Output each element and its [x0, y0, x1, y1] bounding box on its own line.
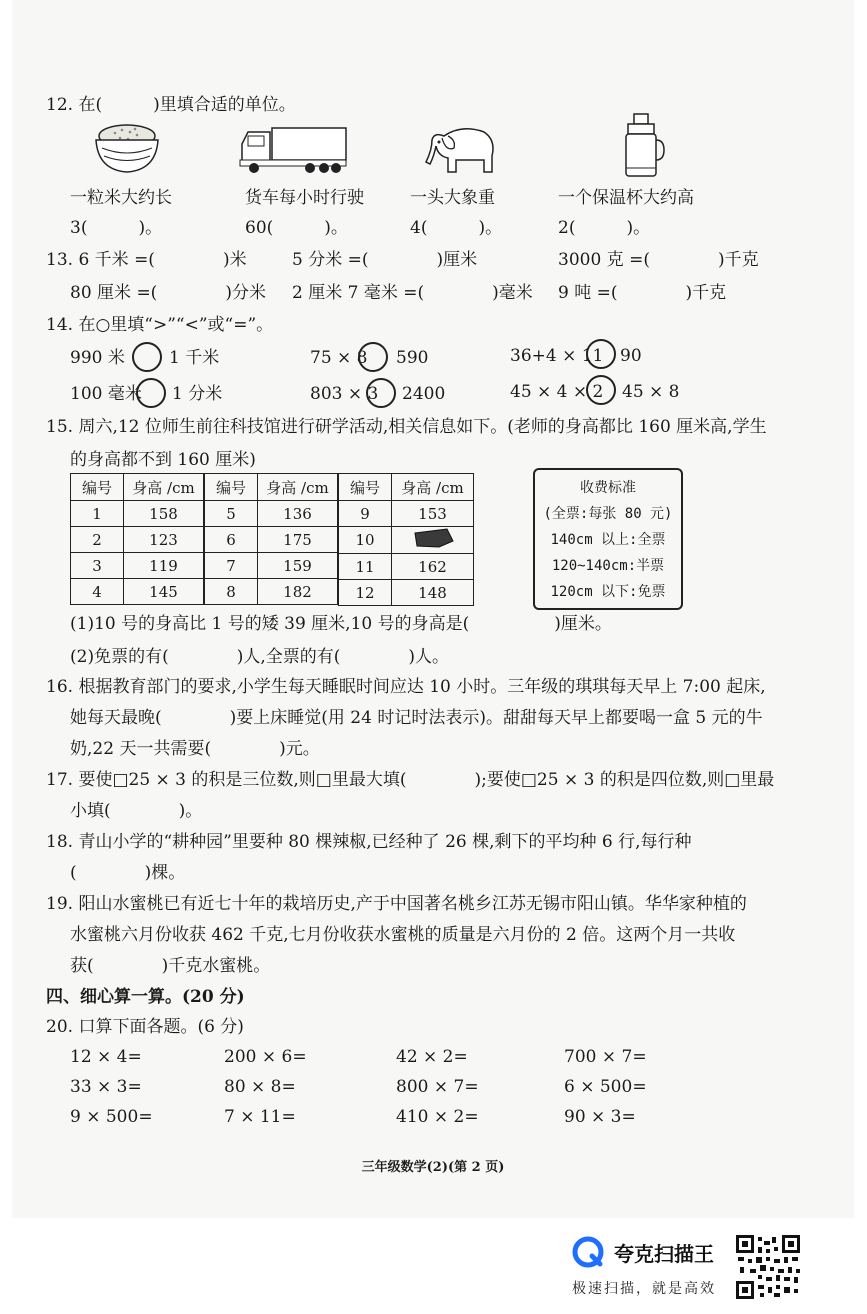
- col-header-height: 身高 /cm: [124, 474, 204, 501]
- compare-circle[interactable]: [132, 342, 162, 372]
- compare-circle[interactable]: [358, 342, 388, 372]
- calc-item[interactable]: 410 × 2=: [396, 1107, 479, 1127]
- exam-page: [12, 0, 854, 1218]
- q13-r2-a[interactable]: 80 厘米 =( )分米: [70, 283, 266, 303]
- q13-r1-a[interactable]: 13. 6 千米 =( )米: [46, 250, 247, 270]
- height-table-3: [338, 473, 474, 606]
- fee-line-half: 120~140cm:半票: [551, 558, 665, 574]
- cell-id: 4: [71, 579, 124, 605]
- q12-answer-1[interactable]: 3( )。: [70, 218, 163, 238]
- calc-item[interactable]: 9 × 500=: [70, 1107, 153, 1127]
- compare-circle[interactable]: [586, 339, 616, 369]
- table-row: [339, 580, 474, 606]
- q17-line2[interactable]: 小填( )。: [70, 801, 203, 821]
- q18-line1: 18. 青山小学的“耕种园”里要种 80 棵辣椒,已经种了 26 棵,剩下的平均种 6 行,每行种: [46, 832, 692, 852]
- compare-circle[interactable]: [136, 378, 166, 408]
- cell-height: 153: [392, 501, 474, 527]
- table-row: [71, 553, 204, 579]
- q15-line2: 的身高都不到 160 厘米): [70, 450, 256, 470]
- cell-id: 5: [205, 501, 258, 527]
- quark-logo-icon: [572, 1236, 604, 1268]
- fee-standard-box: [533, 468, 683, 610]
- q15-line1: 15. 周六,12 位师生前往科技馆进行研学活动,相关信息如下。(老师的身高都比 160 厘米高,学生: [46, 417, 767, 437]
- q14-right-6: 45 × 8: [622, 382, 680, 402]
- q12-answer-4[interactable]: 2( )。: [558, 218, 651, 238]
- section-4-heading: 四、细心算一算。(20 分): [46, 987, 245, 1007]
- table-row: [205, 579, 338, 605]
- col-header-id: 编号: [339, 474, 392, 501]
- calc-item[interactable]: 90 × 3=: [564, 1107, 636, 1127]
- q13-r2-b[interactable]: 2 厘米 7 毫米 =( )毫米: [292, 283, 533, 303]
- q16-line2[interactable]: 她每天最晚( )要上床睡觉(用 24 时记时法表示)。甜甜每天早上都要喝一盒 5 元的牛: [70, 708, 763, 728]
- q12-answer-3[interactable]: 4( )。: [410, 218, 503, 238]
- table-row: [205, 553, 338, 579]
- q13-r1-b[interactable]: 5 分米 =( )厘米: [292, 250, 478, 270]
- elephant-icon: [422, 122, 498, 176]
- calc-item[interactable]: 12 × 4=: [70, 1047, 142, 1067]
- scanner-watermark: [568, 1228, 858, 1308]
- q14-right-2: 590: [396, 348, 429, 368]
- table-row: [339, 527, 474, 554]
- q13-r2-c[interactable]: 9 吨 =( )千克: [558, 283, 727, 303]
- table-row: [71, 579, 204, 605]
- page-footer: 三年级数学(2)(第 2 页): [361, 1160, 505, 1175]
- q17-line1[interactable]: 17. 要使□25 × 3 的积是三位数,则□里最大填( );要使□25 × 3 的积是四位数,则□里最: [46, 770, 775, 790]
- calc-item[interactable]: 700 × 7=: [564, 1047, 647, 1067]
- qr-code-icon: [734, 1233, 802, 1301]
- q14-left-3: 36+4 × 11: [510, 346, 604, 366]
- cell-id: 11: [339, 554, 392, 580]
- q14-right-5: 2400: [402, 384, 446, 404]
- calc-item[interactable]: 80 × 8=: [224, 1077, 296, 1097]
- truck-icon: [238, 124, 350, 176]
- cell-height: 158: [124, 501, 204, 527]
- cell-id: 8: [205, 579, 258, 605]
- q13-r1-c[interactable]: 3000 克 =( )千克: [558, 250, 759, 270]
- cell-height: 182: [258, 579, 338, 605]
- q19-line3[interactable]: 获( )千克水蜜桃。: [70, 956, 271, 976]
- q15-sub1[interactable]: (1)10 号的身高比 1 号的矮 39 厘米,10 号的身高是( )厘米。: [70, 614, 612, 634]
- height-table-2: [204, 473, 338, 605]
- q12-caption-3: 一头大象重: [410, 188, 495, 208]
- cell-id: 6: [205, 527, 258, 553]
- q12-title: 12. 在( )里填合适的单位。: [46, 95, 296, 115]
- q14-left-1: 990 米: [70, 348, 125, 368]
- cell-height: 175: [258, 527, 338, 553]
- cell-height-hidden: [392, 527, 474, 554]
- col-header-height: 身高 /cm: [392, 474, 474, 501]
- fee-line-full-price: (全票:每张 80 元): [543, 506, 673, 522]
- q14-left-6: 45 × 4 × 2: [510, 382, 604, 402]
- cell-id: 12: [339, 580, 392, 606]
- q18-line2[interactable]: ( )棵。: [70, 863, 186, 883]
- q12-answer-2[interactable]: 60( )。: [245, 218, 348, 238]
- q14-right-1: 1 千米: [169, 348, 220, 368]
- calc-item[interactable]: 42 × 2=: [396, 1047, 468, 1067]
- cell-id: 2: [71, 527, 124, 553]
- table-row: [205, 527, 338, 553]
- q14-left-4: 100 毫米: [70, 384, 142, 404]
- calc-item[interactable]: 7 × 11=: [224, 1107, 296, 1127]
- cell-height: 136: [258, 501, 338, 527]
- cell-height: 148: [392, 580, 474, 606]
- table-row: [339, 501, 474, 527]
- table-row: [205, 501, 338, 527]
- cell-height: 119: [124, 553, 204, 579]
- calc-item[interactable]: 800 × 7=: [396, 1077, 479, 1097]
- fee-line-full: 140cm 以上:全票: [550, 532, 666, 548]
- cell-id: 9: [339, 501, 392, 527]
- col-header-id: 编号: [71, 474, 124, 501]
- q14-title: 14. 在○里填“>”“<”或“=”。: [46, 315, 274, 335]
- fee-line-free: 120cm 以下:免票: [550, 584, 666, 600]
- table-row: [339, 554, 474, 580]
- fee-title: 收费标准: [580, 480, 636, 496]
- cell-id: 3: [71, 553, 124, 579]
- q14-right-3: 90: [620, 346, 642, 366]
- ink-blot-icon: [409, 527, 457, 549]
- q19-line1: 19. 阳山水蜜桃已有近七十年的栽培历史,产于中国著名桃乡江苏无锡市阳山镇。华华家种植的: [46, 894, 747, 914]
- calc-item[interactable]: 33 × 3=: [70, 1077, 142, 1097]
- compare-circle[interactable]: [366, 378, 396, 408]
- col-header-id: 编号: [205, 474, 258, 501]
- cell-id: 1: [71, 501, 124, 527]
- brand-name: 夸克扫描王: [614, 1242, 714, 1266]
- q19-line2: 水蜜桃六月份收获 462 千克,七月份收获水蜜桃的质量是六月份的 2 倍。这两个月一共收: [70, 925, 736, 945]
- q14-left-2: 75 × 8: [310, 348, 368, 368]
- q12-caption-1: 一粒米大约长: [70, 188, 172, 208]
- height-table-1: [70, 473, 204, 605]
- cell-height: 162: [392, 554, 474, 580]
- cell-height: 159: [258, 553, 338, 579]
- rice-bowl-icon: [90, 118, 164, 176]
- calc-item[interactable]: 200 × 6=: [224, 1047, 307, 1067]
- cell-height: 123: [124, 527, 204, 553]
- table-row: [71, 501, 204, 527]
- cell-id: 7: [205, 553, 258, 579]
- cell-height: 145: [124, 579, 204, 605]
- table-row: [71, 527, 204, 553]
- brand-slogan: 极速扫描，就是高效: [572, 1281, 716, 1297]
- q12-caption-4: 一个保温杯大约高: [558, 188, 694, 208]
- q12-caption-2: 货车每小时行驶: [245, 188, 364, 208]
- q14-right-4: 1 分米: [172, 384, 223, 404]
- calc-item[interactable]: 6 × 500=: [564, 1077, 647, 1097]
- thermos-icon: [618, 112, 666, 178]
- cell-id: 10: [339, 527, 392, 554]
- col-header-height: 身高 /cm: [258, 474, 338, 501]
- q20-title: 20. 口算下面各题。(6 分): [46, 1017, 244, 1037]
- compare-circle[interactable]: [586, 375, 616, 405]
- q16-line1: 16. 根据教育部门的要求,小学生每天睡眠时间应达 10 小时。三年级的琪琪每天早上 7:00 起床,: [46, 677, 766, 697]
- q16-line3[interactable]: 奶,22 天一共需要( )元。: [70, 739, 320, 759]
- q14-left-5: 803 × 3: [310, 384, 379, 404]
- q15-sub2[interactable]: (2)免票的有( )人,全票的有( )人。: [70, 647, 450, 667]
